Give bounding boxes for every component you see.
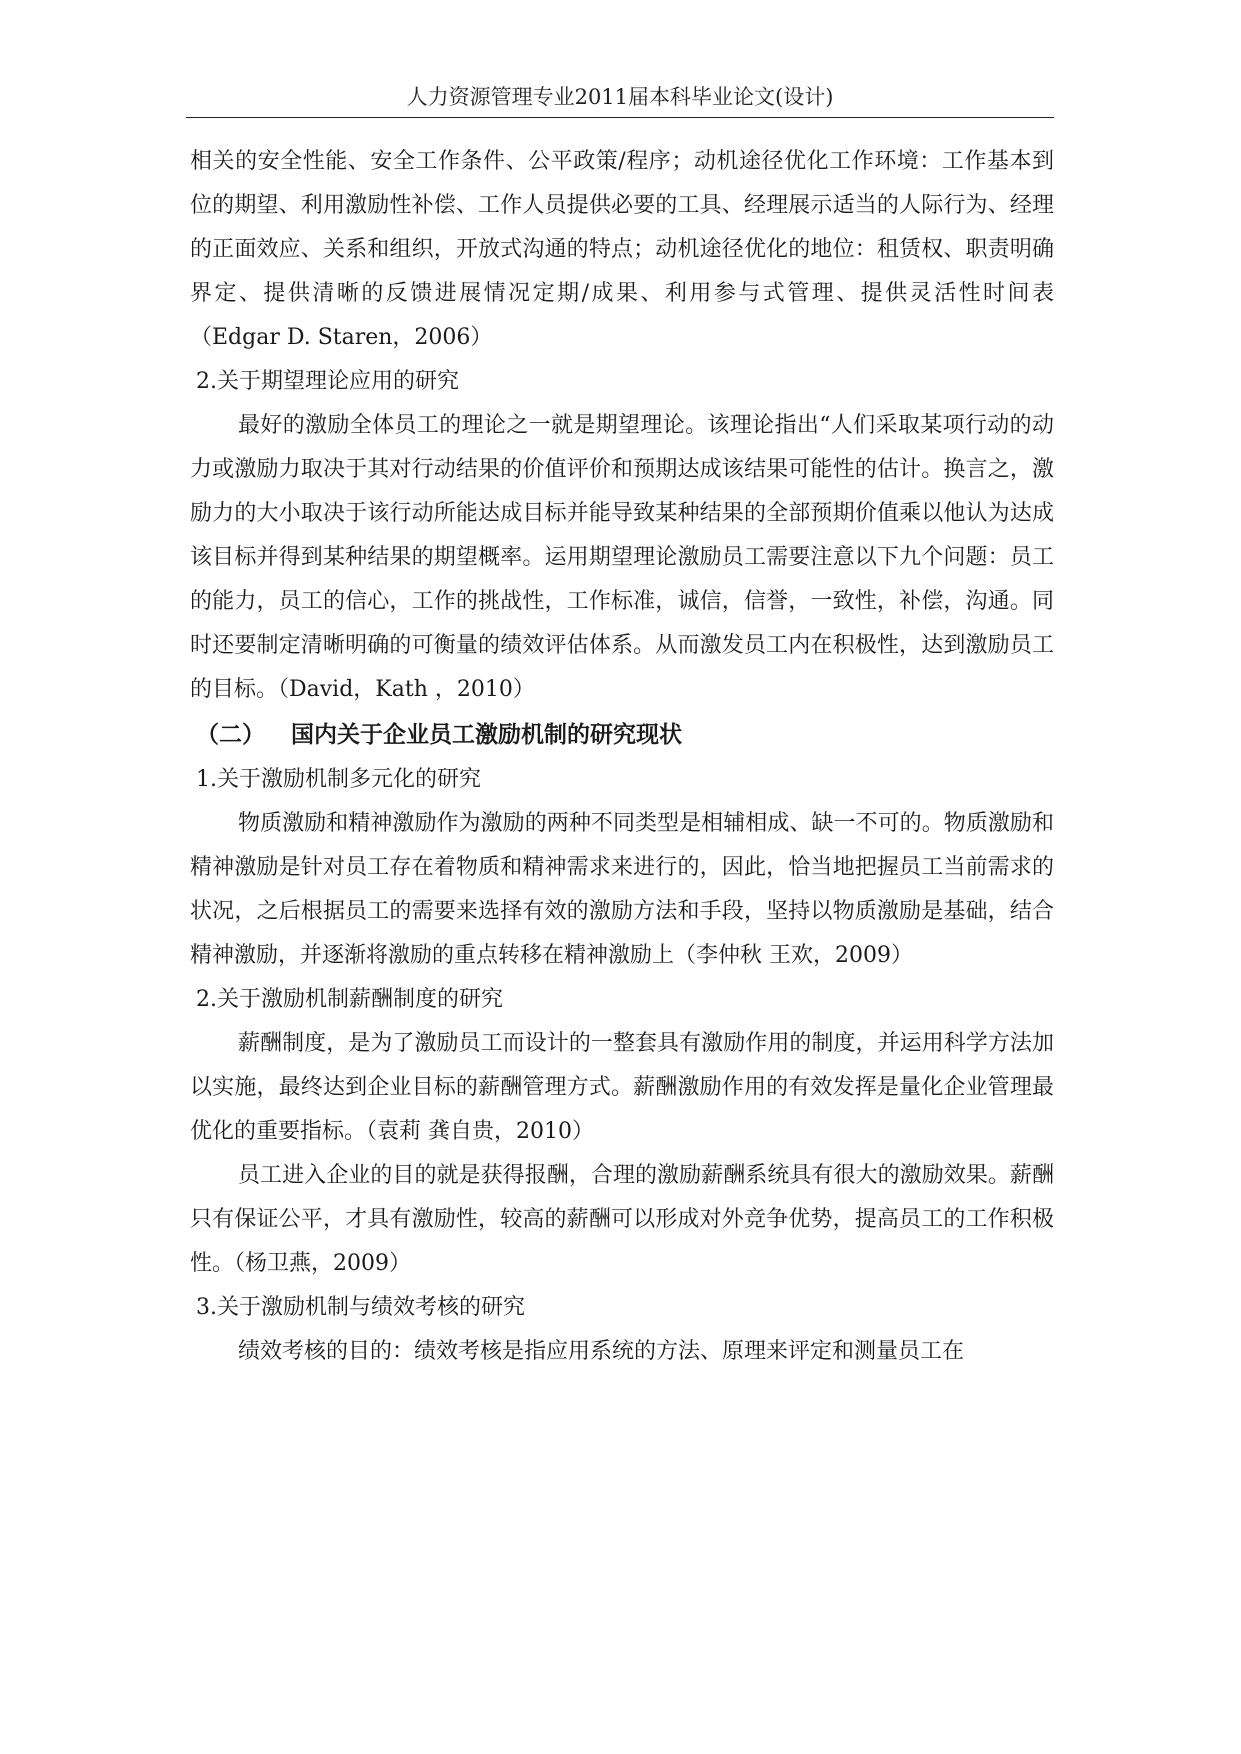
subheading-diversification: 1.关于激励机制多元化的研究	[196, 767, 481, 792]
paragraph-diversification: 物质激励和精神激励作为激励的两种不同类型是相辅相成、缺一不可的。物质激励和精神激励是针对员工存在着物质和精神需求来进行的，因此，恰当地把握员工当前需求的状况，之后根据员工的需要来选择有效的激励方法和手段，坚持以物质激励是基础，结合精神激励，并逐渐将激励的重点转移在精神激励上（李仲秋 王欢，2009）	[190, 811, 1054, 968]
document-body	[190, 140, 1054, 1374]
section-title: 国内关于企业员工激励机制的研究现状	[291, 722, 682, 748]
section-number: （二）	[196, 722, 265, 748]
paragraph-salary-system-2: 员工进入企业的目的就是获得报酬，合理的激励薪酬系统具有很大的激励效果。薪酬只有保证公平，才具有激励性，较高的薪酬可以形成对外竞争优势，提高员工的工作积极性。（杨卫燕，2009）	[190, 1163, 1054, 1276]
paragraph-performance-appraisal: 绩效考核的目的：绩效考核是指应用系统的方法、原理来评定和测量员工在	[238, 1339, 965, 1364]
page-header-title: 人力资源管理专业2011届本科毕业论文(设计)	[406, 85, 834, 109]
subheading-performance-appraisal: 3.关于激励机制与绩效考核的研究	[196, 1295, 525, 1320]
paragraph-continuation: 相关的安全性能、安全工作条件、公平政策/程序；动机途径优化工作环境：工作基本到位的期望、利用激励性补偿、工作人员提供必要的工具、经理展示适当的人际行为、经理的正面效应、关系和组织，开放式沟通的特点；动机途径优化的地位：租赁权、职责明确界定、提供清晰的反馈进展情况定期/成果、利用参与式管理、提供灵活性时间表（Edgar D. Staren，2006）	[190, 149, 1054, 350]
paragraph-expectancy-theory: 最好的激励全体员工的理论之一就是期望理论。该理论指出“人们采取某项行动的动力或激励力取决于其对行动结果的价值评价和预期达成该结果可能性的估计。换言之，激励力的大小取决于该行动所能达成目标并能导致某种结果的全部预期价值乘以他认为达成该目标并得到某种结果的期望概率。运用期望理论激励员工需要注意以下九个问题：员工的能力，员工的信心，工作的挑战性，工作标准，诚信，信誉，一致性，补偿，沟通。同时还要制定清晰明确的可衡量的绩效评估体系。从而激发员工内在积极性，达到激励员工的目标。（David，Kath ，2010）	[190, 413, 1054, 702]
header-divider	[186, 117, 1054, 118]
subheading-expectancy-theory: 2.关于期望理论应用的研究	[196, 369, 459, 394]
paragraph-salary-system-1: 薪酬制度，是为了激励员工而设计的一整套具有激励作用的制度，并运用科学方法加以实施，最终达到企业目标的薪酬管理方式。薪酬激励作用的有效发挥是量化企业管理最优化的重要指标。（袁莉 龚自贵，2010）	[190, 1031, 1054, 1144]
section-heading-domestic-research	[190, 712, 1054, 758]
subheading-salary-system: 2.关于激励机制薪酬制度的研究	[196, 987, 503, 1012]
